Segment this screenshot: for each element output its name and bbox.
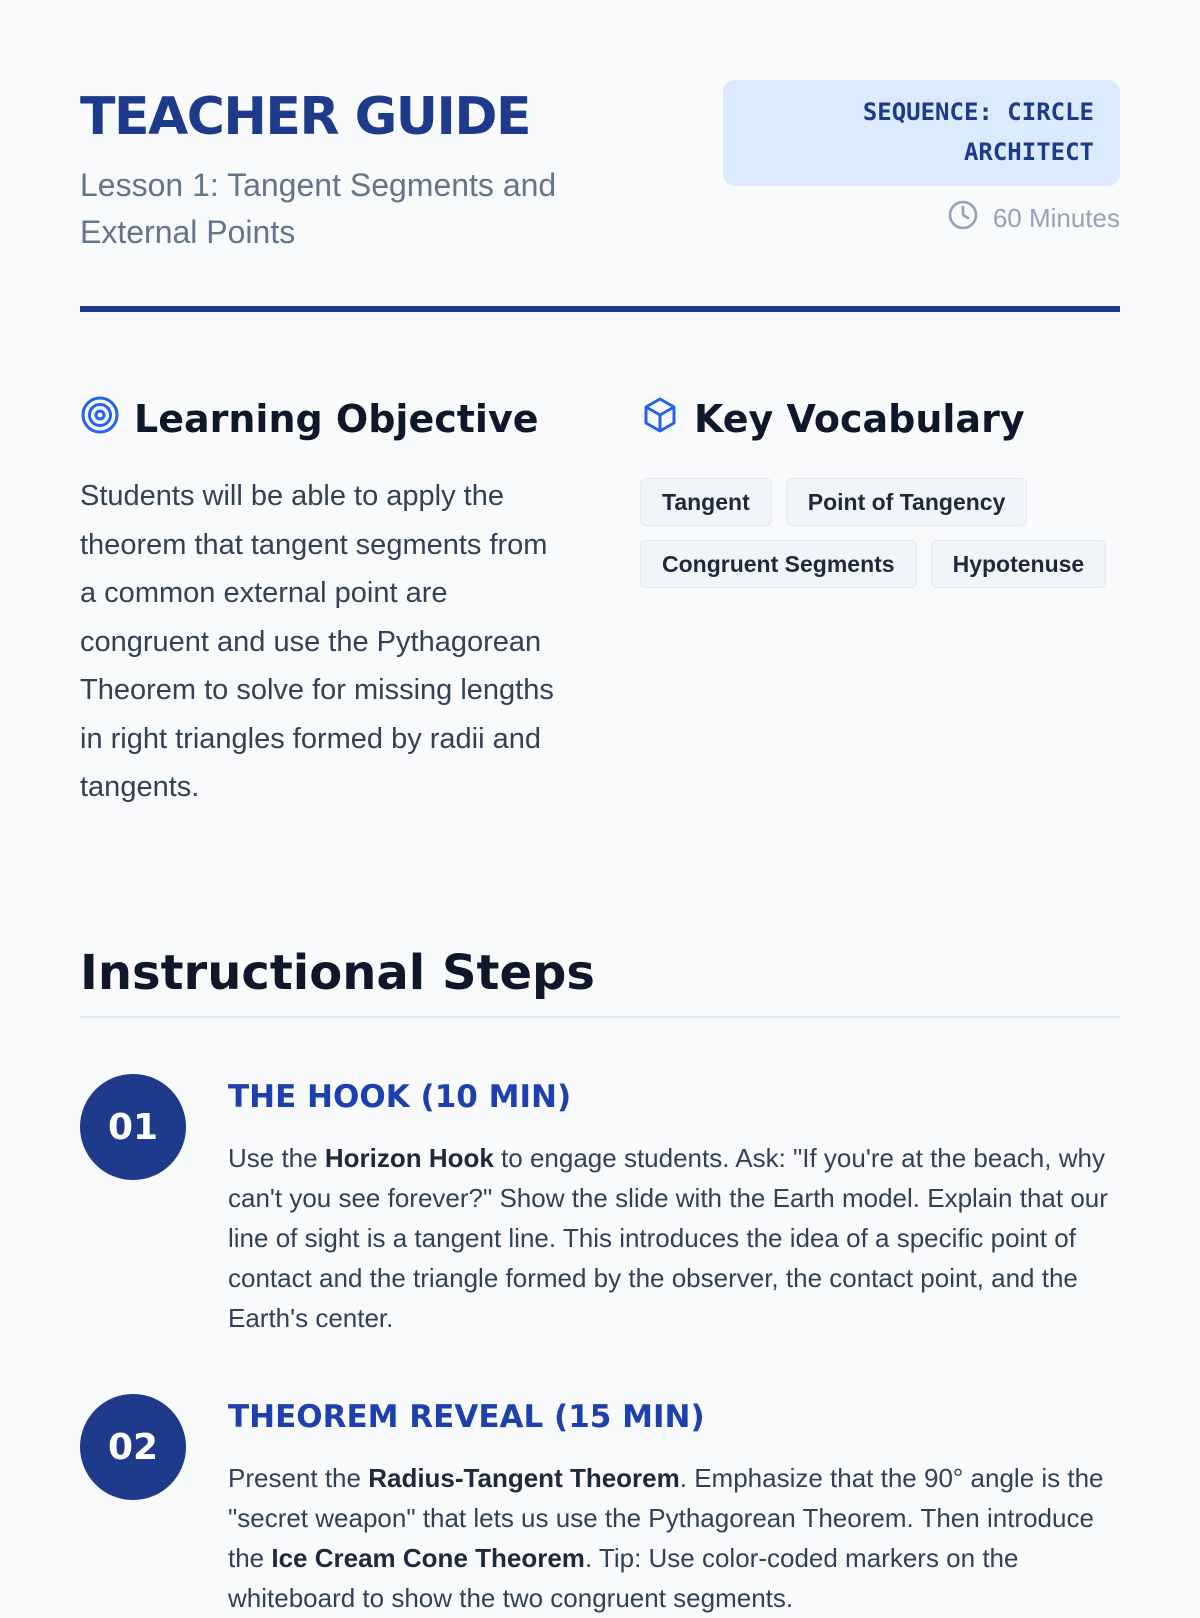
step-text-segment: Use the [228,1143,325,1173]
lesson-subtitle: Lesson 1: Tangent Segments and External Points [80,167,557,250]
guide-header [80,80,1120,312]
step-text-segment: Present the [228,1463,369,1493]
page-title: TEACHER GUIDE [80,87,531,147]
vocab-chip-hypotenuse: Hypotenuse [931,540,1107,588]
sequence-badge-line-2: ARCHITECT [963,138,1094,166]
vocab-chip-tangent: Tangent [640,478,772,526]
step-title: THE HOOK (10 MIN) [228,1079,572,1115]
step-number-badge: 02 [80,1394,186,1500]
cube-icon [640,395,680,444]
step-key-term: Radius-Tangent Theorem [368,1463,680,1493]
step-key-term: Horizon Hook [324,1143,494,1173]
learning-objective-text: Students will be able to apply the theorem that tangent segments from a common external point are congruent and use the Pythagorean Theorem to solve for missing lengths in right triangles formed by radii and tangents. [80,480,554,803]
step-body [228,1394,1120,1618]
vocab-chip-congruent-segments: Congruent Segments [640,540,917,588]
learning-objective-heading [80,394,570,444]
sequence-badge [723,80,1120,186]
step-key-term: Ice Cream Cone Theorem [271,1543,585,1573]
instructional-steps-divider [80,1016,1120,1018]
step-number-badge: 01 [80,1074,186,1180]
step-title: THEOREM REVEAL (15 MIN) [228,1399,705,1435]
key-vocabulary-heading [640,394,1120,444]
key-vocabulary-title: Key Vocabulary [694,397,1025,441]
instructional-steps-heading: Instructional Steps [80,945,595,1001]
step-description [228,1138,1120,1338]
learning-objective-title: Learning Objective [134,397,539,441]
sequence-badge-line-1: SEQUENCE: CIRCLE [862,98,1094,126]
vocab-chip-point-of-tangency: Point of Tangency [786,478,1028,526]
step-body [228,1074,1120,1338]
key-vocabulary-section [640,394,1120,588]
step-text-segment: . Emphasize that the 90° angle is the "secret weapon" that lets us use the Pythagorean Theorem. Then introduce the [228,1463,1104,1573]
step-description [228,1458,1120,1618]
learning-objective-section [80,394,570,812]
header-divider [80,306,1120,312]
step-text-segment: to engage students. Ask: "If you're at the beach, why can't you see forever?" Show the slide with the Earth model. Explain that our line of sight is a tangent line. This introduces the idea of a specific point of contact and the triangle formed by the observer, the contact point, and the Earth's center. [228,1143,1108,1333]
vocabulary-chip-list [640,478,1120,588]
step-text-segment: . Tip: Use color-coded markers on the whiteboard to show the two congruent segments. [228,1543,1019,1613]
lesson-duration [947,200,1120,236]
duration-label: 60 Minutes [992,202,1120,233]
clock-icon [947,199,979,238]
target-icon [80,395,120,444]
